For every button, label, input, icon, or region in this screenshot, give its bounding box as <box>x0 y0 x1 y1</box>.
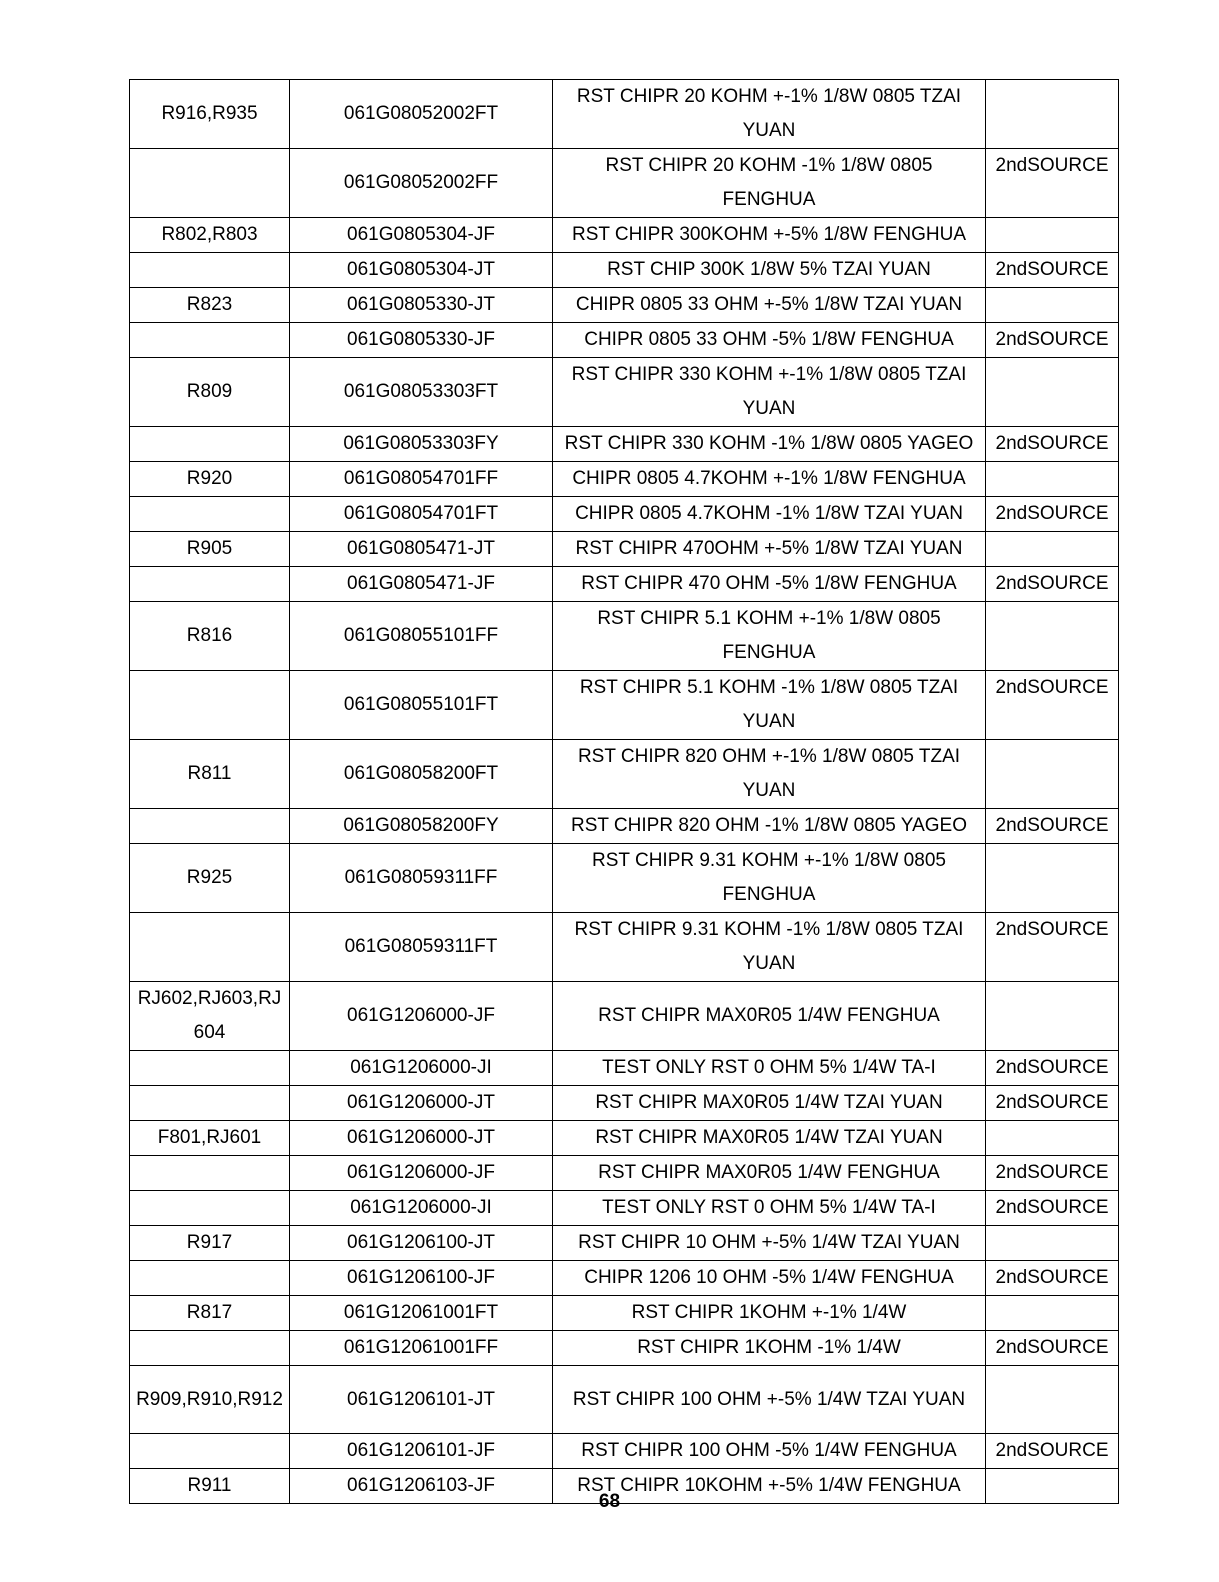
description-cell: RST CHIPR 100 OHM -5% 1/4W FENGHUA <box>553 1434 986 1469</box>
part-number-cell: 061G1206100-JT <box>290 1226 553 1261</box>
table-row <box>130 253 1119 288</box>
ref-designator-cell <box>130 323 290 358</box>
table-row <box>130 149 1119 218</box>
part-number-cell: 061G0805304-JT <box>290 253 553 288</box>
table-row <box>130 1121 1119 1156</box>
source-note-cell <box>986 844 1119 913</box>
part-number-cell: 061G08058200FT <box>290 740 553 809</box>
ref-designator-cell <box>130 809 290 844</box>
source-note-cell <box>986 1226 1119 1261</box>
description-cell: RST CHIPR 820 OHM -1% 1/8W 0805 YAGEO <box>553 809 986 844</box>
part-number-cell: 061G0805330-JF <box>290 323 553 358</box>
ref-designator-cell <box>130 427 290 462</box>
part-number-cell: 061G1206000-JI <box>290 1191 553 1226</box>
part-number-cell: 061G08052002FT <box>290 80 553 149</box>
source-note-cell: 2ndSOURCE <box>986 1051 1119 1086</box>
table-row <box>130 1434 1119 1469</box>
description-cell: RST CHIPR MAX0R05 1/4W TZAI YUAN <box>553 1121 986 1156</box>
table-row <box>130 427 1119 462</box>
description-cell: RST CHIPR 9.31 KOHM -1% 1/8W 0805 TZAI YUAN <box>553 913 986 982</box>
table-row <box>130 1051 1119 1086</box>
ref-designator-cell: R823 <box>130 288 290 323</box>
table-row <box>130 740 1119 809</box>
source-note-cell: 2ndSOURCE <box>986 1086 1119 1121</box>
part-number-cell: 061G1206100-JF <box>290 1261 553 1296</box>
source-note-cell: 2ndSOURCE <box>986 497 1119 532</box>
source-note-cell: 2ndSOURCE <box>986 1434 1119 1469</box>
ref-designator-cell: R920 <box>130 462 290 497</box>
table-row <box>130 1331 1119 1366</box>
source-note-cell <box>986 462 1119 497</box>
table-row <box>130 1156 1119 1191</box>
table-row <box>130 567 1119 602</box>
description-cell: RST CHIPR 1KOHM -1% 1/4W <box>553 1331 986 1366</box>
table-row <box>130 218 1119 253</box>
part-number-cell: 061G08058200FY <box>290 809 553 844</box>
ref-designator-cell: R811 <box>130 740 290 809</box>
part-number-cell: 061G08054701FT <box>290 497 553 532</box>
source-note-cell: 2ndSOURCE <box>986 1261 1119 1296</box>
ref-designator-cell <box>130 1156 290 1191</box>
ref-designator-cell: RJ602,RJ603,RJ604 <box>130 982 290 1051</box>
description-cell: RST CHIPR 470 OHM -5% 1/8W FENGHUA <box>553 567 986 602</box>
ref-designator-cell <box>130 1191 290 1226</box>
part-number-cell: 061G08055101FF <box>290 602 553 671</box>
description-cell: RST CHIPR 10 OHM +-5% 1/4W TZAI YUAN <box>553 1226 986 1261</box>
source-note-cell: 2ndSOURCE <box>986 1191 1119 1226</box>
description-cell: RST CHIPR 9.31 KOHM +-1% 1/8W 0805 FENGHUA <box>553 844 986 913</box>
description-cell: TEST ONLY RST 0 OHM 5% 1/4W TA-I <box>553 1191 986 1226</box>
part-number-cell: 061G1206000-JF <box>290 982 553 1051</box>
table-row <box>130 844 1119 913</box>
source-note-cell <box>986 1296 1119 1331</box>
source-note-cell <box>986 602 1119 671</box>
table-row <box>130 1191 1119 1226</box>
description-cell: TEST ONLY RST 0 OHM 5% 1/4W TA-I <box>553 1051 986 1086</box>
part-number-cell: 061G12061001FF <box>290 1331 553 1366</box>
ref-designator-cell <box>130 567 290 602</box>
description-cell: RST CHIPR 5.1 KOHM +-1% 1/8W 0805 FENGHUA <box>553 602 986 671</box>
description-cell: RST CHIPR 1KOHM +-1% 1/4W <box>553 1296 986 1331</box>
table-row <box>130 288 1119 323</box>
parts-list-table <box>129 79 1119 1504</box>
part-number-cell: 061G08059311FF <box>290 844 553 913</box>
ref-designator-cell <box>130 1051 290 1086</box>
source-note-cell: 2ndSOURCE <box>986 149 1119 218</box>
part-number-cell: 061G08053303FY <box>290 427 553 462</box>
table-row <box>130 532 1119 567</box>
source-note-cell <box>986 288 1119 323</box>
part-number-cell: 061G08059311FT <box>290 913 553 982</box>
parts-list-body <box>130 80 1119 1504</box>
ref-designator-cell: R802,R803 <box>130 218 290 253</box>
table-row <box>130 1086 1119 1121</box>
description-cell: RST CHIPR 330 KOHM +-1% 1/8W 0805 TZAI YUAN <box>553 358 986 427</box>
source-note-cell <box>986 218 1119 253</box>
part-number-cell: 061G0805304-JF <box>290 218 553 253</box>
table-row <box>130 809 1119 844</box>
page-number: 68 <box>598 1491 621 1512</box>
description-cell: RST CHIPR MAX0R05 1/4W TZAI YUAN <box>553 1086 986 1121</box>
part-number-cell: 061G1206101-JF <box>290 1434 553 1469</box>
ref-designator-cell: R909,R910,R912 <box>130 1366 290 1434</box>
description-cell: RST CHIP 300K 1/8W 5% TZAI YUAN <box>553 253 986 288</box>
description-cell: RST CHIPR 5.1 KOHM -1% 1/8W 0805 TZAI YUAN <box>553 671 986 740</box>
description-cell: RST CHIPR MAX0R05 1/4W FENGHUA <box>553 1156 986 1191</box>
part-number-cell: 061G1206000-JF <box>290 1156 553 1191</box>
table-row <box>130 913 1119 982</box>
ref-designator-cell <box>130 1261 290 1296</box>
part-number-cell: 061G0805471-JF <box>290 567 553 602</box>
ref-designator-cell <box>130 1434 290 1469</box>
description-cell: CHIPR 0805 33 OHM -5% 1/8W FENGHUA <box>553 323 986 358</box>
description-cell: RST CHIPR 10KOHM +-5% 1/4W FENGHUA <box>553 1469 986 1504</box>
description-cell: RST CHIPR 20 KOHM -1% 1/8W 0805 FENGHUA <box>553 149 986 218</box>
description-cell: RST CHIPR 330 KOHM -1% 1/8W 0805 YAGEO <box>553 427 986 462</box>
part-number-cell: 061G1206103-JF <box>290 1469 553 1504</box>
table-row <box>130 602 1119 671</box>
table-row <box>130 80 1119 149</box>
table-row <box>130 1296 1119 1331</box>
part-number-cell: 061G08053303FT <box>290 358 553 427</box>
ref-designator-cell <box>130 1331 290 1366</box>
ref-designator-cell: R917 <box>130 1226 290 1261</box>
source-note-cell: 2ndSOURCE <box>986 253 1119 288</box>
ref-designator-cell: F801,RJ601 <box>130 1121 290 1156</box>
description-cell: RST CHIPR MAX0R05 1/4W FENGHUA <box>553 982 986 1051</box>
table-row <box>130 358 1119 427</box>
ref-designator-cell <box>130 253 290 288</box>
description-cell: CHIPR 0805 4.7KOHM +-1% 1/8W FENGHUA <box>553 462 986 497</box>
description-cell: CHIPR 1206 10 OHM -5% 1/4W FENGHUA <box>553 1261 986 1296</box>
description-cell: RST CHIPR 300KOHM +-5% 1/8W FENGHUA <box>553 218 986 253</box>
part-number-cell: 061G12061001FT <box>290 1296 553 1331</box>
ref-designator-cell: R817 <box>130 1296 290 1331</box>
source-note-cell: 2ndSOURCE <box>986 1331 1119 1366</box>
table-row <box>130 323 1119 358</box>
source-note-cell <box>986 532 1119 567</box>
table-row <box>130 462 1119 497</box>
part-number-cell: 061G1206000-JT <box>290 1086 553 1121</box>
part-number-cell: 061G1206000-JT <box>290 1121 553 1156</box>
source-note-cell: 2ndSOURCE <box>986 427 1119 462</box>
ref-designator-cell <box>130 671 290 740</box>
ref-designator-cell <box>130 1086 290 1121</box>
description-cell: CHIPR 0805 4.7KOHM -1% 1/8W TZAI YUAN <box>553 497 986 532</box>
part-number-cell: 061G1206000-JI <box>290 1051 553 1086</box>
source-note-cell: 2ndSOURCE <box>986 809 1119 844</box>
part-number-cell: 061G0805471-JT <box>290 532 553 567</box>
source-note-cell: 2ndSOURCE <box>986 671 1119 740</box>
source-note-cell <box>986 80 1119 149</box>
table-row <box>130 1261 1119 1296</box>
part-number-cell: 061G08054701FF <box>290 462 553 497</box>
table-row <box>130 671 1119 740</box>
source-note-cell: 2ndSOURCE <box>986 913 1119 982</box>
description-cell: RST CHIPR 470OHM +-5% 1/8W TZAI YUAN <box>553 532 986 567</box>
source-note-cell: 2ndSOURCE <box>986 323 1119 358</box>
description-cell: RST CHIPR 20 KOHM +-1% 1/8W 0805 TZAI YUAN <box>553 80 986 149</box>
ref-designator-cell <box>130 149 290 218</box>
source-note-cell: 2ndSOURCE <box>986 1156 1119 1191</box>
source-note-cell <box>986 1121 1119 1156</box>
ref-designator-cell <box>130 497 290 532</box>
ref-designator-cell: R925 <box>130 844 290 913</box>
ref-designator-cell: R905 <box>130 532 290 567</box>
source-note-cell <box>986 358 1119 427</box>
ref-designator-cell: R809 <box>130 358 290 427</box>
description-cell: CHIPR 0805 33 OHM +-5% 1/8W TZAI YUAN <box>553 288 986 323</box>
source-note-cell <box>986 982 1119 1051</box>
description-cell: RST CHIPR 100 OHM +-5% 1/4W TZAI YUAN <box>553 1366 986 1434</box>
ref-designator-cell <box>130 913 290 982</box>
table-row <box>130 982 1119 1051</box>
table-row <box>130 497 1119 532</box>
ref-designator-cell: R816 <box>130 602 290 671</box>
table-row <box>130 1366 1119 1434</box>
description-cell: RST CHIPR 820 OHM +-1% 1/8W 0805 TZAI YUAN <box>553 740 986 809</box>
source-note-cell <box>986 1366 1119 1434</box>
part-number-cell: 061G1206101-JT <box>290 1366 553 1434</box>
part-number-cell: 061G08055101FT <box>290 671 553 740</box>
ref-designator-cell: R911 <box>130 1469 290 1504</box>
part-number-cell: 061G0805330-JT <box>290 288 553 323</box>
source-note-cell: 2ndSOURCE <box>986 567 1119 602</box>
part-number-cell: 061G08052002FF <box>290 149 553 218</box>
source-note-cell <box>986 740 1119 809</box>
ref-designator-cell: R916,R935 <box>130 80 290 149</box>
table-row <box>130 1226 1119 1261</box>
